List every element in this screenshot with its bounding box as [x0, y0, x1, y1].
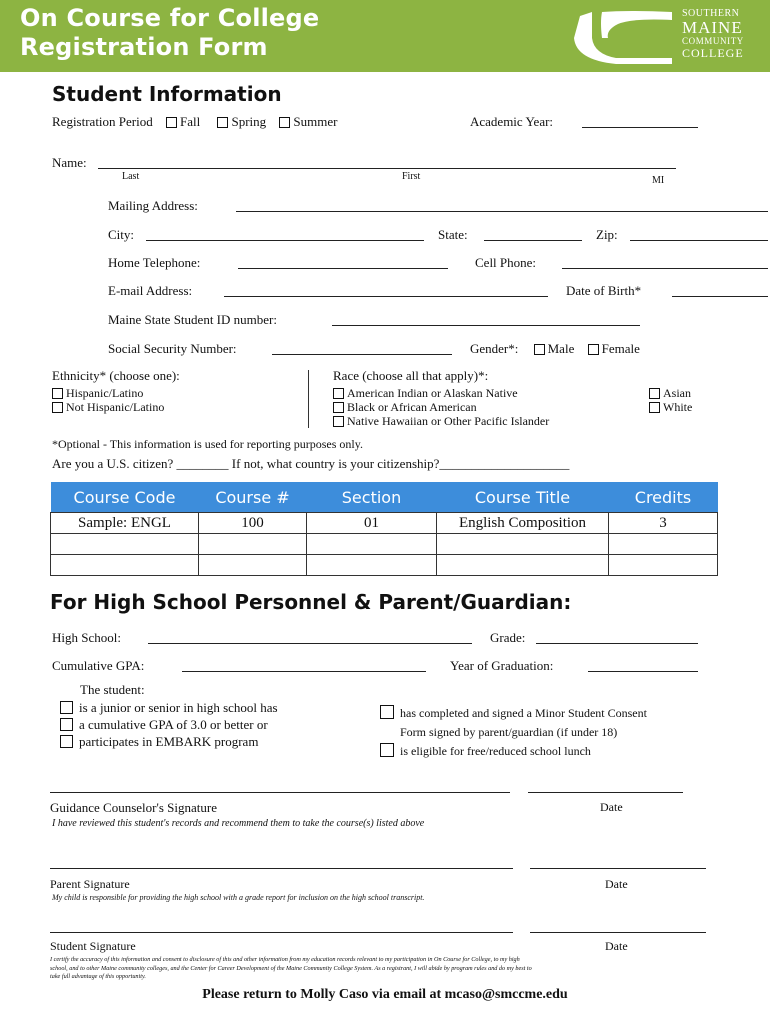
- certification-line3: take full advantage of this opportunity.: [50, 973, 146, 980]
- course-title-cell[interactable]: [437, 534, 609, 555]
- gpa-checkbox[interactable]: [60, 718, 73, 731]
- student-date-label: Date: [605, 939, 628, 953]
- city-label: City:: [108, 227, 135, 242]
- criteria-1-label: is a junior or senior in high school has: [79, 700, 278, 715]
- high-school-label: High School:: [52, 630, 121, 645]
- table-row: [51, 534, 718, 555]
- table-row: [51, 555, 718, 576]
- race-hawaiian-checkbox[interactable]: [333, 416, 344, 427]
- student-info-heading: Student Information: [52, 82, 282, 106]
- col-section: Section: [307, 482, 437, 513]
- the-student-label: The student:: [80, 682, 145, 697]
- sample-section: 01: [307, 513, 437, 534]
- academic-year-field[interactable]: [582, 127, 698, 128]
- gender-row: [470, 341, 640, 357]
- embark-checkbox[interactable]: [60, 735, 73, 748]
- ethnicity-label: Ethnicity* (choose one):: [52, 368, 180, 383]
- city-field[interactable]: [146, 240, 424, 241]
- dob-label: Date of Birth*: [566, 283, 642, 298]
- guidance-signature-field[interactable]: [50, 792, 510, 793]
- college-logo-text: [682, 8, 744, 60]
- race-label: Race (choose all that apply)*:: [333, 368, 489, 383]
- optional-note: *Optional - This information is used for reporting purposes only.: [52, 437, 363, 451]
- hispanic-checkbox[interactable]: [52, 388, 63, 399]
- email-field[interactable]: [224, 296, 548, 297]
- grade-label: Grade:: [490, 630, 526, 645]
- logo-line1: SOUTHERN: [682, 8, 740, 19]
- email-label: E-mail Address:: [108, 283, 193, 298]
- col-course-code: Course Code: [51, 482, 199, 513]
- lunch-checkbox[interactable]: [380, 743, 394, 757]
- course-number-cell[interactable]: [199, 534, 307, 555]
- fall-label: Fall: [180, 114, 201, 129]
- first-name-caption: First: [402, 171, 421, 182]
- col-course-title: Course Title: [437, 482, 609, 513]
- return-instructions: Please return to Molly Caso via email at mcaso@smccme.edu: [202, 987, 568, 1002]
- col-credits: Credits: [609, 482, 718, 513]
- consent-checkbox[interactable]: [380, 705, 394, 719]
- criteria-4-label: has completed and signed a Minor Student Consent: [400, 706, 647, 720]
- certification-line2: school, and to other Maine community colleges, and the Center for Career Development of the Maine Community College System. As a registrant, I will abide by program rules and do my best to: [50, 964, 532, 972]
- summer-checkbox[interactable]: [279, 117, 290, 128]
- home-telephone-label: Home Telephone:: [108, 255, 201, 270]
- male-checkbox[interactable]: [534, 344, 545, 355]
- student-date-field[interactable]: [530, 932, 706, 933]
- criteria-2-label: a cumulative GPA of 3.0 or better or: [79, 717, 268, 732]
- race-options: [333, 386, 549, 428]
- parent-date-field[interactable]: [530, 868, 706, 869]
- grad-year-label: Year of Graduation:: [450, 658, 554, 673]
- race-asian-label: Asian: [663, 386, 691, 400]
- zip-field[interactable]: [630, 240, 768, 241]
- guidance-date-label: Date: [600, 800, 623, 814]
- guidance-signature-label: Guidance Counselor's Signature: [50, 800, 217, 815]
- state-label: State:: [438, 227, 468, 242]
- sample-credits: 3: [609, 513, 718, 534]
- name-label: Name:: [52, 155, 87, 170]
- not-hispanic-checkbox[interactable]: [52, 402, 63, 413]
- sample-course-number: 100: [199, 513, 307, 534]
- zip-label: Zip:: [596, 227, 618, 242]
- mailing-address-label: Mailing Address:: [108, 198, 198, 213]
- col-course-number: Course #: [199, 482, 307, 513]
- mailing-address-field[interactable]: [236, 211, 768, 212]
- maine-id-field[interactable]: [332, 325, 640, 326]
- student-signature-field[interactable]: [50, 932, 513, 933]
- registration-period-row: [52, 114, 337, 130]
- registration-period-label: Registration Period: [52, 114, 153, 129]
- logo-line4: COLLEGE: [682, 46, 744, 60]
- logo-line2: MAINE: [682, 18, 743, 37]
- sample-course-title: English Composition: [437, 513, 609, 534]
- female-label: Female: [601, 341, 640, 356]
- citizen-question: Are you a U.S. citizen? ________ If not, what country is your citizenship?____________________: [52, 456, 570, 471]
- race-options-right: [649, 386, 692, 414]
- criteria-4b-label: Form signed by parent/guardian (if under 18): [400, 725, 618, 739]
- grade-field[interactable]: [536, 643, 698, 644]
- race-white-label: White: [663, 400, 693, 414]
- mi-caption: MI: [652, 175, 665, 186]
- parent-date-label: Date: [605, 877, 628, 891]
- race-white-checkbox[interactable]: [649, 402, 660, 413]
- student-criteria-right: [380, 704, 647, 761]
- section-cell[interactable]: [307, 555, 437, 576]
- race-ai-label: American Indian or Alaskan Native: [347, 386, 518, 400]
- parent-note: My child is responsible for providing the high school with a grade report for inclusion on the high school transcript.: [52, 893, 425, 902]
- high-school-field[interactable]: [148, 643, 472, 644]
- race-black-label: Black or African American: [347, 400, 477, 414]
- certification-line1: I certify the accuracy of this information and consent to disclosure of this and other information from my education records relevant to my participation in On Course for College, to my high: [50, 956, 520, 963]
- hs-heading: For High School Personnel & Parent/Guardian:: [50, 590, 572, 614]
- race-asian-checkbox[interactable]: [649, 388, 660, 399]
- form-title-line2: Registration Form: [20, 33, 268, 61]
- name-field[interactable]: [98, 168, 676, 169]
- course-code-cell[interactable]: [51, 534, 199, 555]
- grad-year-field[interactable]: [588, 671, 698, 672]
- student-criteria-left: [60, 699, 278, 750]
- fall-checkbox[interactable]: [166, 117, 177, 128]
- logo-line3: COMMUNITY: [682, 36, 744, 46]
- ethnicity-options: [52, 386, 164, 414]
- table-row: [51, 513, 718, 534]
- guidance-date-field[interactable]: [528, 792, 683, 793]
- credits-cell[interactable]: [609, 534, 718, 555]
- not-hispanic-label: Not Hispanic/Latino: [66, 400, 165, 414]
- parent-signature-label: Parent Signature: [50, 877, 130, 891]
- course-code-cell[interactable]: [51, 555, 199, 576]
- student-signature-label: Student Signature: [50, 939, 136, 953]
- credits-cell[interactable]: [609, 555, 718, 576]
- gpa-field[interactable]: [182, 671, 426, 672]
- guidance-note: I have reviewed this student's records and recommend them to take the course(s) listed above: [52, 818, 425, 829]
- form-title: [20, 4, 319, 62]
- female-checkbox[interactable]: [588, 344, 599, 355]
- ssn-label: Social Security Number:: [108, 341, 237, 356]
- cell-phone-field[interactable]: [562, 268, 768, 269]
- section-cell[interactable]: [307, 534, 437, 555]
- race-black-checkbox[interactable]: [333, 402, 344, 413]
- junior-senior-checkbox[interactable]: [60, 701, 73, 714]
- parent-signature-field[interactable]: [50, 868, 513, 869]
- maine-id-label: Maine State Student ID number:: [108, 312, 277, 327]
- gpa-label: Cumulative GPA:: [52, 658, 145, 673]
- course-title-cell[interactable]: [437, 555, 609, 576]
- course-table-header: [51, 482, 718, 513]
- state-field[interactable]: [484, 240, 582, 241]
- academic-year-label: Academic Year:: [470, 114, 554, 129]
- sample-course-code: Sample: ENGL: [51, 513, 199, 534]
- race-ai-checkbox[interactable]: [333, 388, 344, 399]
- course-number-cell[interactable]: [199, 555, 307, 576]
- ethnicity-race-divider: [308, 370, 309, 428]
- race-hawaiian-label: Native Hawaiian or Other Pacific Islander: [347, 414, 550, 428]
- course-table: [50, 482, 718, 576]
- last-name-caption: Last: [122, 171, 140, 182]
- spring-label: Spring: [231, 114, 267, 129]
- home-telephone-field[interactable]: [238, 268, 448, 269]
- summer-label: Summer: [293, 114, 338, 129]
- criteria-5-label: is eligible for free/reduced school lunch: [400, 744, 591, 758]
- dob-field[interactable]: [672, 296, 768, 297]
- cell-phone-label: Cell Phone:: [475, 255, 537, 270]
- criteria-3-label: participates in EMBARK program: [79, 734, 259, 749]
- hispanic-label: Hispanic/Latino: [66, 386, 144, 400]
- male-label: Male: [547, 341, 575, 356]
- certification-text: [50, 956, 532, 982]
- spring-checkbox[interactable]: [217, 117, 228, 128]
- form-title-line1: On Course for College: [20, 4, 320, 32]
- gender-label: Gender*:: [470, 341, 519, 356]
- ssn-field[interactable]: [272, 354, 452, 355]
